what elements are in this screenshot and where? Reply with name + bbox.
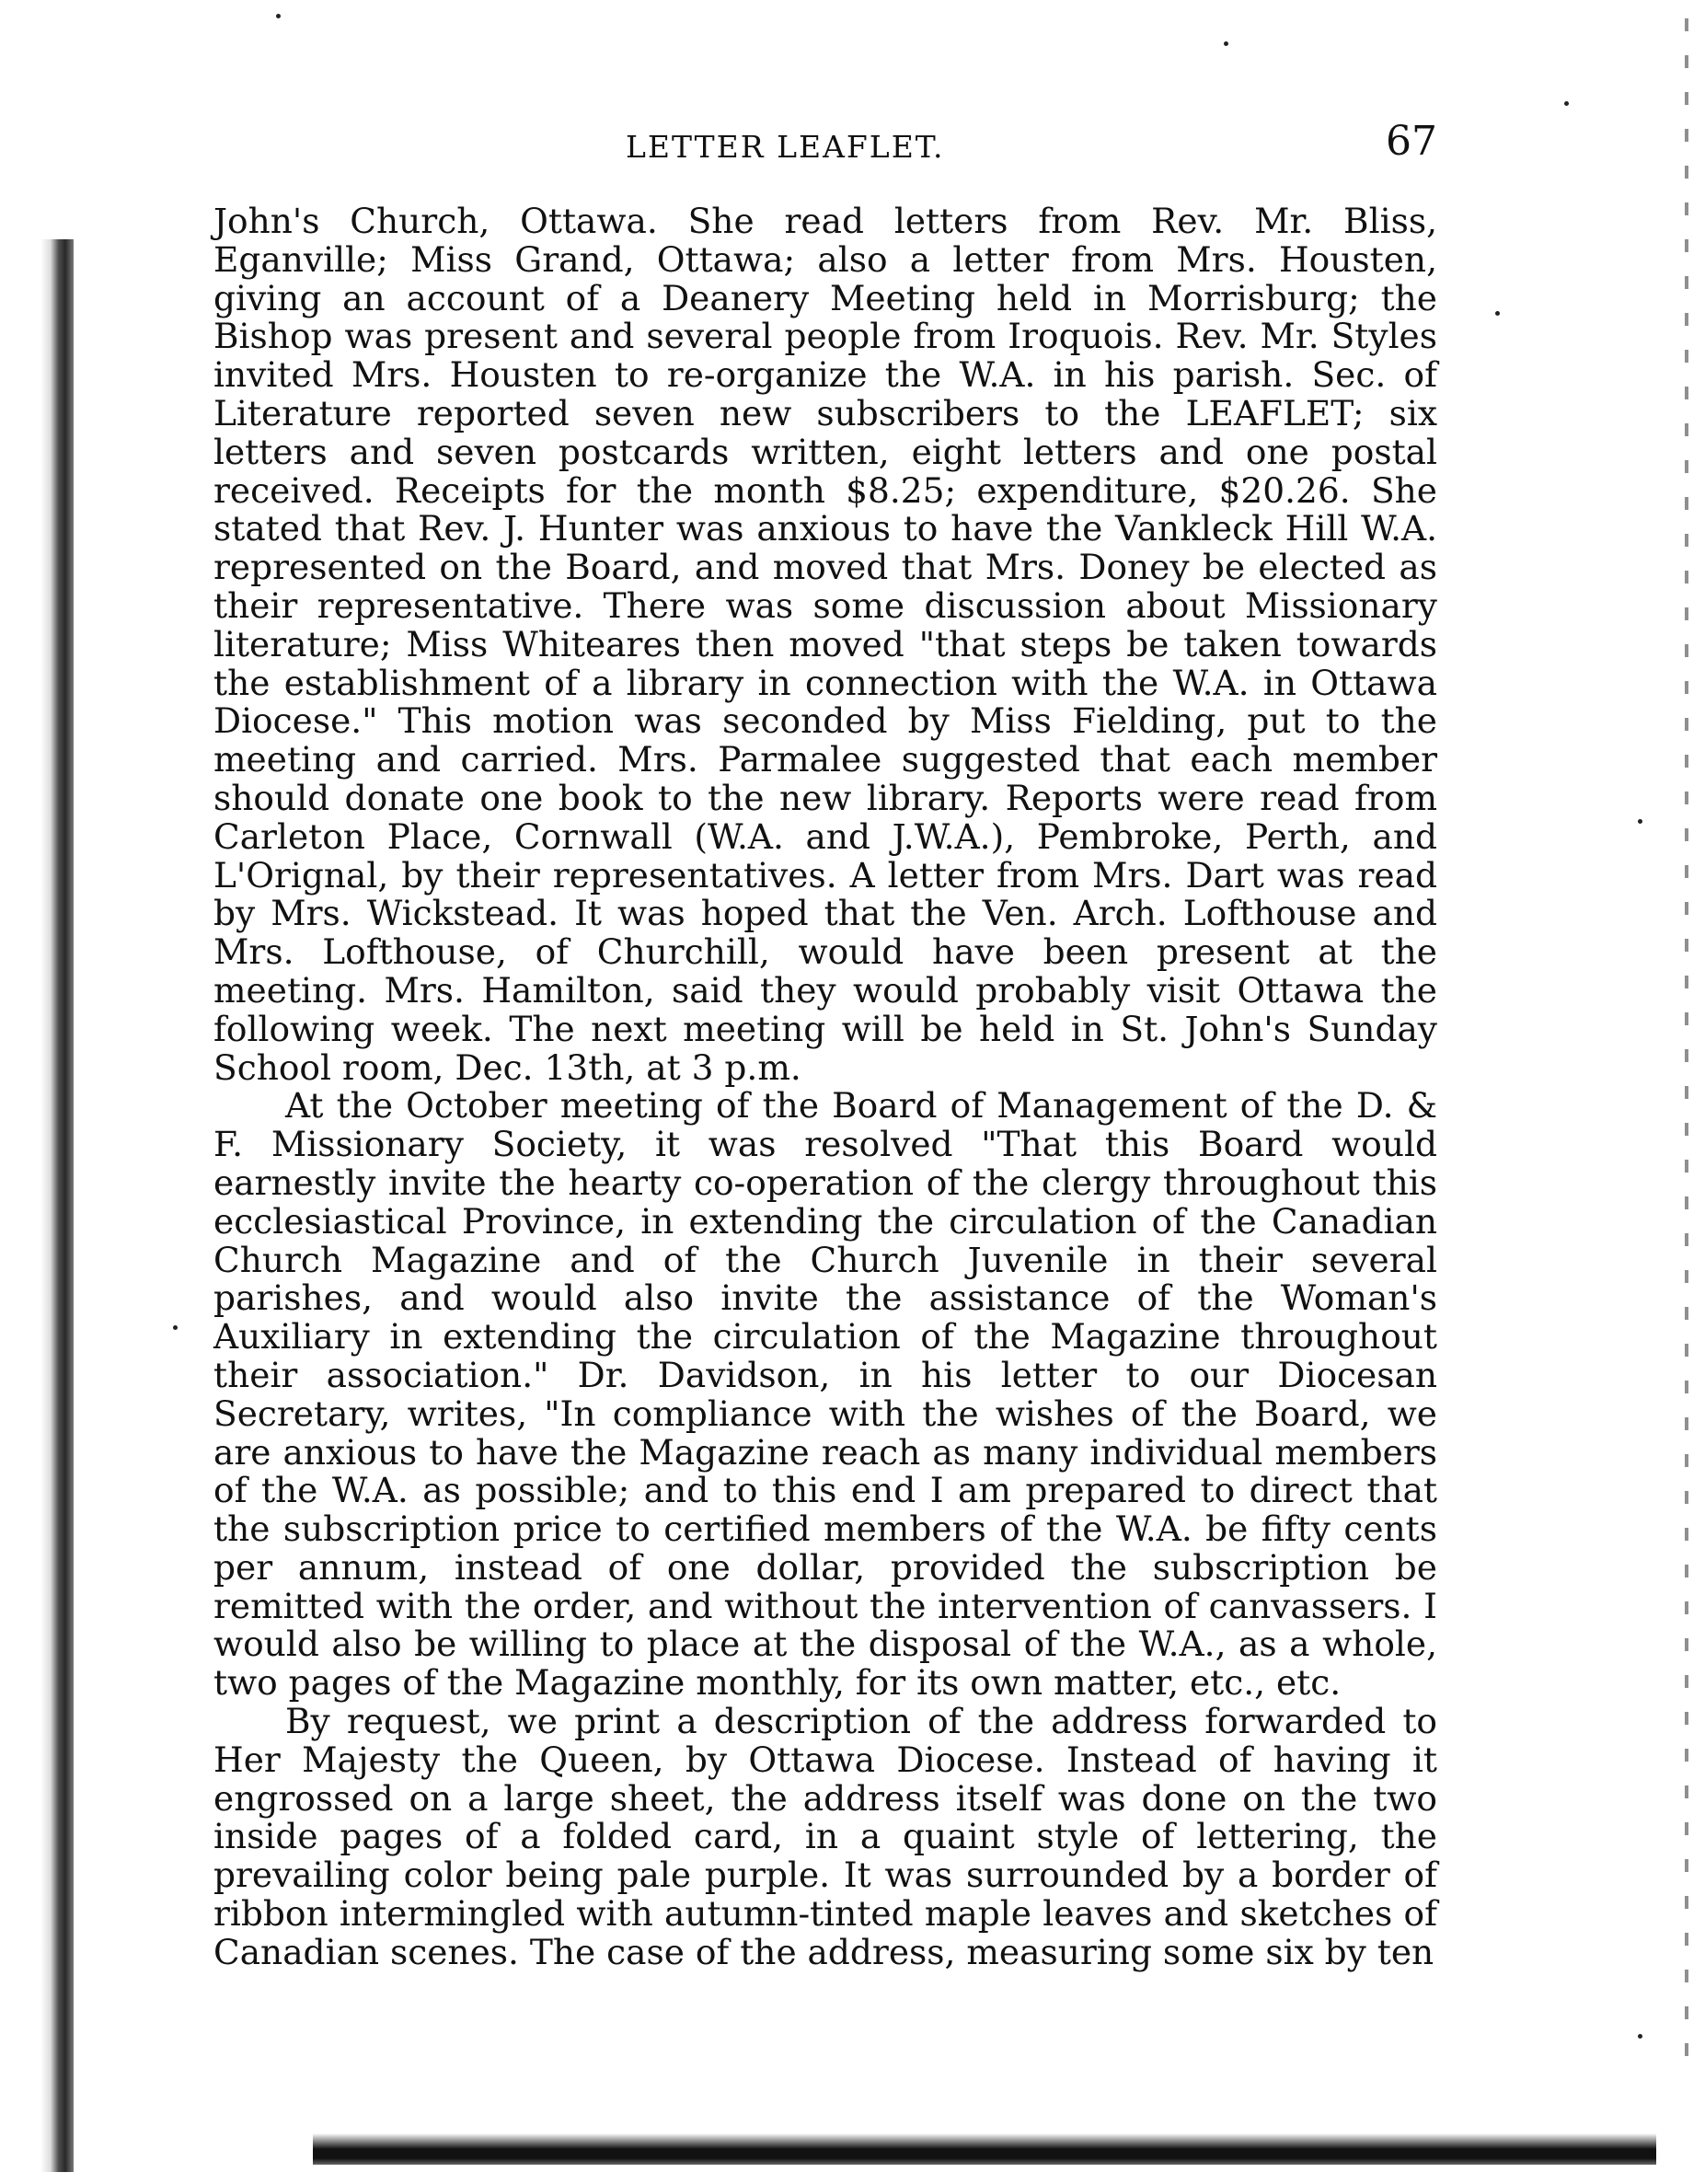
scan-speck: [1224, 41, 1228, 46]
running-title: LETTER LEAFLET.: [626, 129, 945, 165]
paragraph: At the October meeting of the Board of Management of the D. & F. Missionary Society, it was resolved "That this Board would earnestly invite the hearty co-operation of the clergy throughout this ecclesiastical Province, in extending the circulation of the Canadian Church Magazine and of the Church Juvenile in their several parishes, and would also invite the assistance of the Woman's Auxiliary in extending the circulation of the Magazine throughout their association." Dr. Davidson, in his letter to our Diocesan Secretary, writes, "In compliance with the wishes of the Board, we are anxious to have the Magazine reach as many individual members of the W.A. as possible; and to this end I am prepared to direct that the subscription price to certified members of the W.A. be fifty cents per annum, instead of one dollar, provided the subscription be remitted with the order, and without the intervention of canvassers. I would also be willing to place at the disposal of the W.A., as a whole, two pages of the Magazine monthly, for its own matter, etc., etc.: [213, 1085, 1437, 1704]
scan-bottom-edge: [313, 2133, 1656, 2165]
page-number: 67: [1386, 118, 1437, 165]
scan-speck: [173, 1325, 178, 1330]
scan-speck: [1638, 819, 1642, 824]
paragraph: By request, we print a description of the address forwarded to Her Majesty the Queen, by Ottawa Diocese. Instead of having it engrossed on a large sheet, the address itself was done on the two inside pages of a folded card, in a quaint style of lettering, the prevailing color being pale purple. It was surrounded by a border of ribbon intermingled with autumn-tinted maple leaves and sketches of Canadian scenes. The case of the address, measuring some six by ten: [213, 1701, 1437, 1972]
scan-speck: [1495, 311, 1500, 316]
paragraph: John's Church, Ottawa. She read letters from Rev. Mr. Bliss, Eganville; Miss Grand, Ottawa; also a letter from Mrs. Housten, giving an account of a Deanery Meeting held in Morrisburg; the Bishop was present and several people from Iroquois. Rev. Mr. Styles invited Mrs. Housten to re-organize the W.A. in his parish. Sec. of Literature reported seven new subscribers to the LEAFLET; six letters and seven postcards written, eight letters and one postal received. Receipts for the month $8.25; expenditure, $20.26. She stated that Rev. J. Hunter was anxious to have the Vankleck Hill W.A. represented on the Board, and moved that Mrs. Doney be elected as their representative. There was some discussion about Missionary literature; Miss Whiteares then moved "that steps be taken towards the establishment of a library in connection with the W.A. in Ottawa Diocese." This motion was seconded by Miss Fielding, put to the meeting and carried. Mrs. Parmalee suggested that each member should donate one book to the new library. Reports were read from Carleton Place, Cornwall (W.A. and J.W.A.), Pembroke, Perth, and L'Orignal, by their representatives. A letter from Mrs. Dart was read by Mrs. Wickstead. It was hoped that the Ven. Arch. Lofthouse and Mrs. Lofthouse, of Churchill, would have been present at the meeting. Mrs. Hamilton, said they would probably visit Ottawa the following week. The next meeting will be held in St. John's Sunday School room, Dec. 13th, at 3 p.m.: [213, 201, 1437, 1088]
body-text: [213, 202, 1437, 1972]
page-header: [213, 118, 1437, 177]
scan-speck: [276, 14, 281, 18]
scan-speck: [1564, 101, 1569, 106]
scan-speck: [1638, 2034, 1642, 2039]
scan-right-edge: [1685, 18, 1688, 2062]
scan-binding-edge: [40, 239, 74, 2172]
